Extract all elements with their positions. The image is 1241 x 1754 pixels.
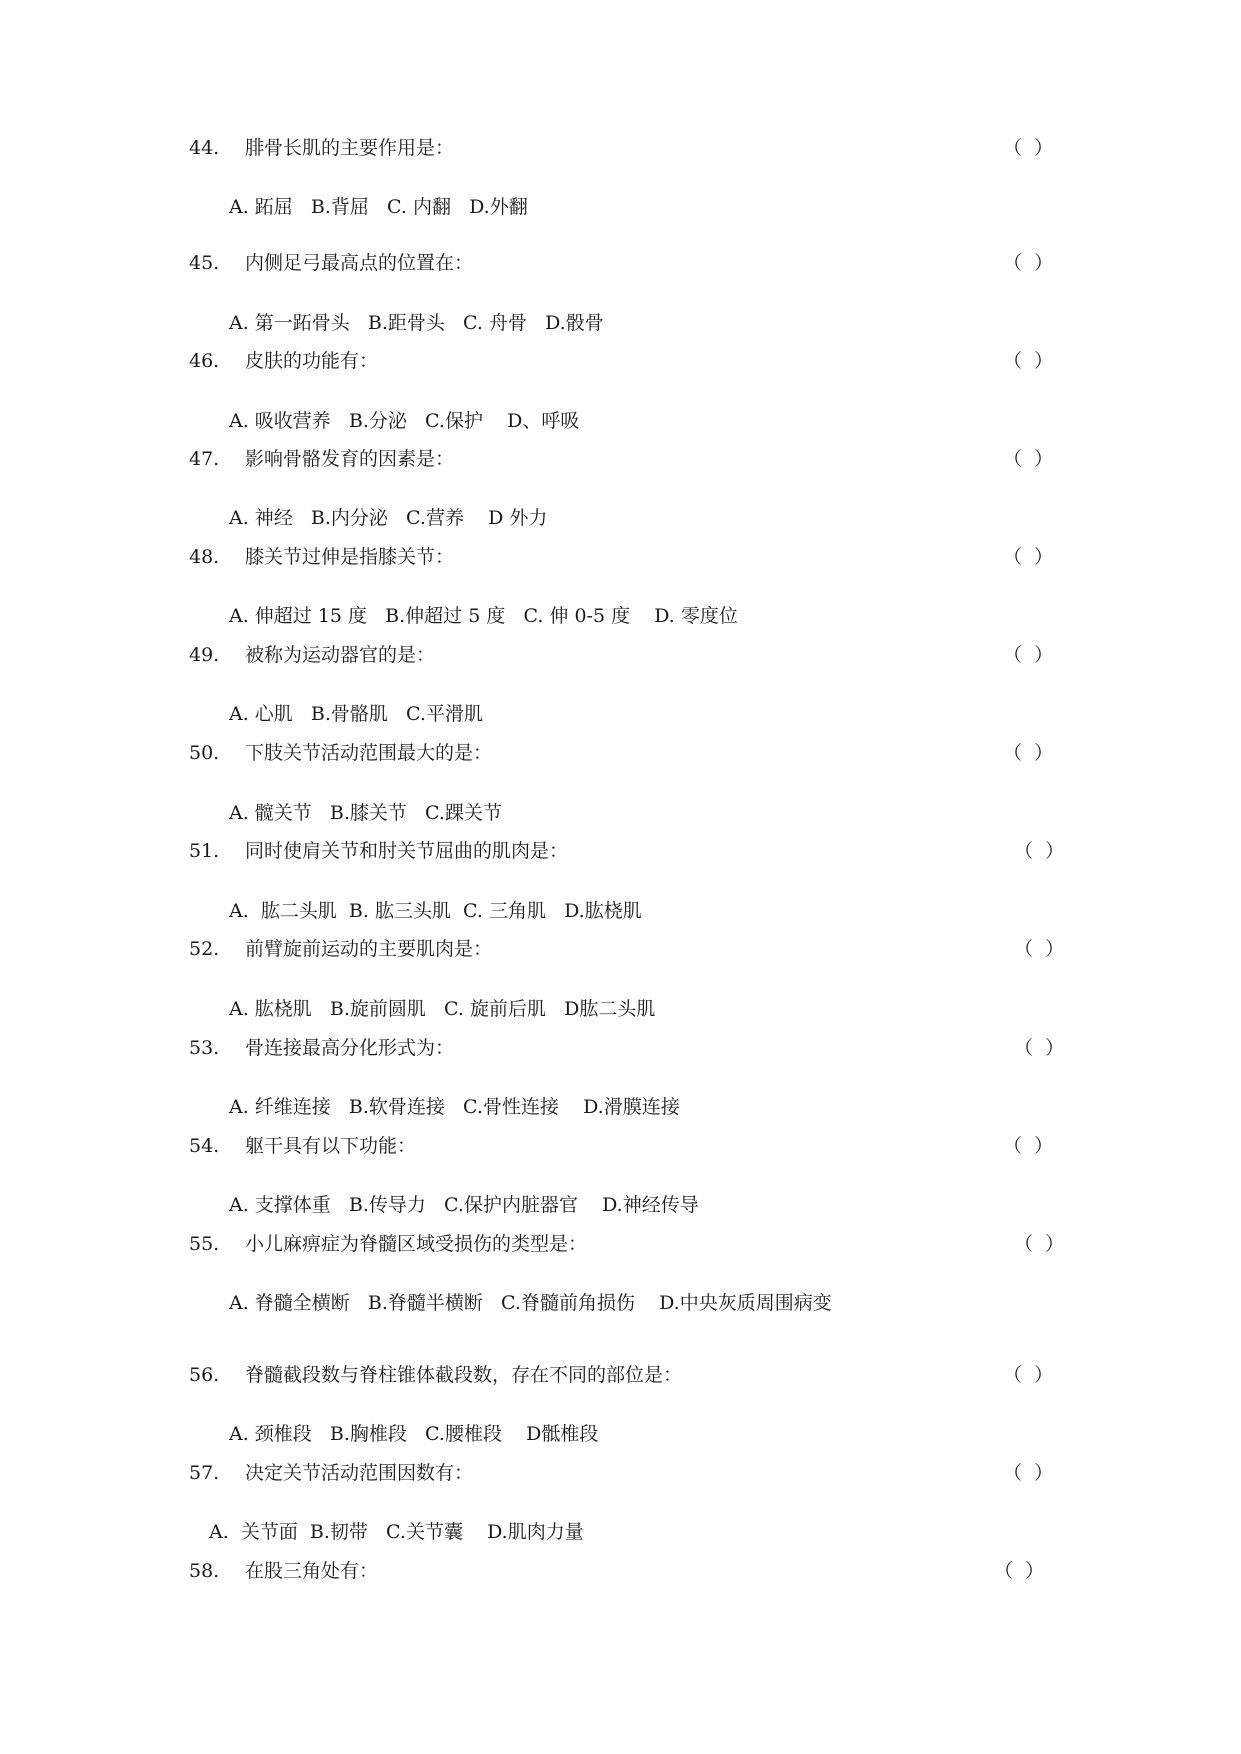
- question-number: 55.: [189, 1233, 220, 1255]
- question-text: 脊髓截段数与脊柱锥体截段数，存在不同的部位是：: [245, 1364, 683, 1386]
- question-48: [189, 545, 454, 569]
- question-55: [189, 1232, 587, 1256]
- question-number: 46.: [189, 350, 220, 372]
- question-text: 腓骨长肌的主要作用是：: [245, 137, 455, 159]
- question-text: 在股三角处有：: [245, 1560, 379, 1582]
- question-47: [189, 447, 454, 471]
- question-56: [189, 1363, 682, 1387]
- answer-parentheses: （ ）: [1003, 1462, 1054, 1484]
- answer-parentheses: （ ）: [994, 1560, 1045, 1582]
- answer-parentheses: （ ）: [1003, 1135, 1054, 1157]
- question-number: 51.: [189, 840, 220, 862]
- question-text: 下肢关节活动范围最大的是：: [245, 742, 493, 764]
- answer-parentheses: （ ）: [1003, 137, 1054, 159]
- question-52: [189, 937, 492, 961]
- options-line: A. 颈椎段 B.胸椎段 C.腰椎段 D骶椎段: [229, 1423, 599, 1445]
- question-44: [189, 136, 454, 160]
- options-line: A. 伸超过 15 度 B.伸超过 5 度 C. 伸 0-5 度 D. 零度位: [229, 605, 738, 627]
- question-number: 49.: [189, 644, 220, 666]
- answer-parentheses: （ ）: [1003, 644, 1054, 666]
- question-number: 52.: [189, 938, 220, 960]
- answer-parentheses: （ ）: [1014, 1233, 1065, 1255]
- question-text: 小儿麻痹症为脊髓区域受损伤的类型是：: [245, 1233, 588, 1255]
- answer-parentheses: （ ）: [1003, 350, 1054, 372]
- question-number: 56.: [189, 1364, 220, 1386]
- question-number: 50.: [189, 742, 220, 764]
- question-text: 被称为运动器官的是：: [245, 644, 436, 666]
- options-line: A. 肱桡肌 B.旋前圆肌 C. 旋前后肌 D肱二头肌: [229, 998, 656, 1020]
- options-line: A. 跖屈 B.背屈 C. 内翻 D.外翻: [229, 196, 528, 218]
- answer-parentheses: （ ）: [1014, 840, 1065, 862]
- question-50: [189, 741, 492, 765]
- question-text: 影响骨骼发育的因素是：: [245, 448, 455, 470]
- options-line: A. 第一跖骨头 B.距骨头 C. 舟骨 D.骰骨: [229, 312, 604, 334]
- options-line: A. 吸收营养 B.分泌 C.保护 D、呼吸: [229, 410, 580, 432]
- answer-parentheses: （ ）: [1014, 1037, 1065, 1059]
- answer-parentheses: （ ）: [1003, 742, 1054, 764]
- question-49: [189, 643, 435, 667]
- options-line: A. 神经 B.内分泌 C.营养 D 外力: [229, 507, 548, 529]
- question-text: 内侧足弓最高点的位置在：: [245, 252, 474, 274]
- question-text: 皮肤的功能有：: [245, 350, 379, 372]
- question-text: 前臂旋前运动的主要肌肉是：: [245, 938, 493, 960]
- question-53: [189, 1036, 454, 1060]
- question-number: 58.: [189, 1560, 220, 1582]
- question-51: [189, 839, 568, 863]
- question-number: 54.: [189, 1135, 220, 1157]
- options-line: A. 脊髓全横断 B.脊髓半横断 C.脊髓前角损伤 D.中央灰质周围病变: [229, 1292, 832, 1314]
- question-text: 决定关节活动范围因数有：: [245, 1462, 474, 1484]
- options-line: A. 髋关节 B.膝关节 C.踝关节: [229, 802, 502, 824]
- question-number: 45.: [189, 252, 220, 274]
- options-line: A. 关节面 B.韧带 C.关节囊 D.肌肉力量: [209, 1521, 584, 1543]
- question-text: 同时使肩关节和肘关节屈曲的肌肉是：: [245, 840, 569, 862]
- options-line: A. 支撑体重 B.传导力 C.保护内脏器官 D.神经传导: [229, 1194, 699, 1216]
- answer-parentheses: （ ）: [1003, 1364, 1054, 1386]
- question-number: 47.: [189, 448, 220, 470]
- options-line: A. 肱二头肌 B. 肱三头肌 C. 三角肌 D.肱桡肌: [229, 900, 642, 922]
- options-line: A. 心肌 B.骨骼肌 C.平滑肌: [229, 703, 483, 725]
- answer-parentheses: （ ）: [1014, 938, 1065, 960]
- question-number: 44.: [189, 137, 220, 159]
- answer-parentheses: （ ）: [1003, 252, 1054, 274]
- question-number: 57.: [189, 1462, 220, 1484]
- question-text: 膝关节过伸是指膝关节：: [245, 546, 455, 568]
- question-45: [189, 251, 473, 275]
- question-number: 53.: [189, 1037, 220, 1059]
- options-line: A. 纤维连接 B.软骨连接 C.骨性连接 D.滑膜连接: [229, 1096, 680, 1118]
- question-46: [189, 349, 378, 373]
- question-text: 躯干具有以下功能：: [245, 1135, 417, 1157]
- answer-parentheses: （ ）: [1003, 546, 1054, 568]
- question-57: [189, 1461, 473, 1485]
- question-number: 48.: [189, 546, 220, 568]
- question-58: [189, 1559, 378, 1583]
- question-54: [189, 1134, 416, 1158]
- question-text: 骨连接最高分化形式为：: [245, 1037, 455, 1059]
- answer-parentheses: （ ）: [1003, 448, 1054, 470]
